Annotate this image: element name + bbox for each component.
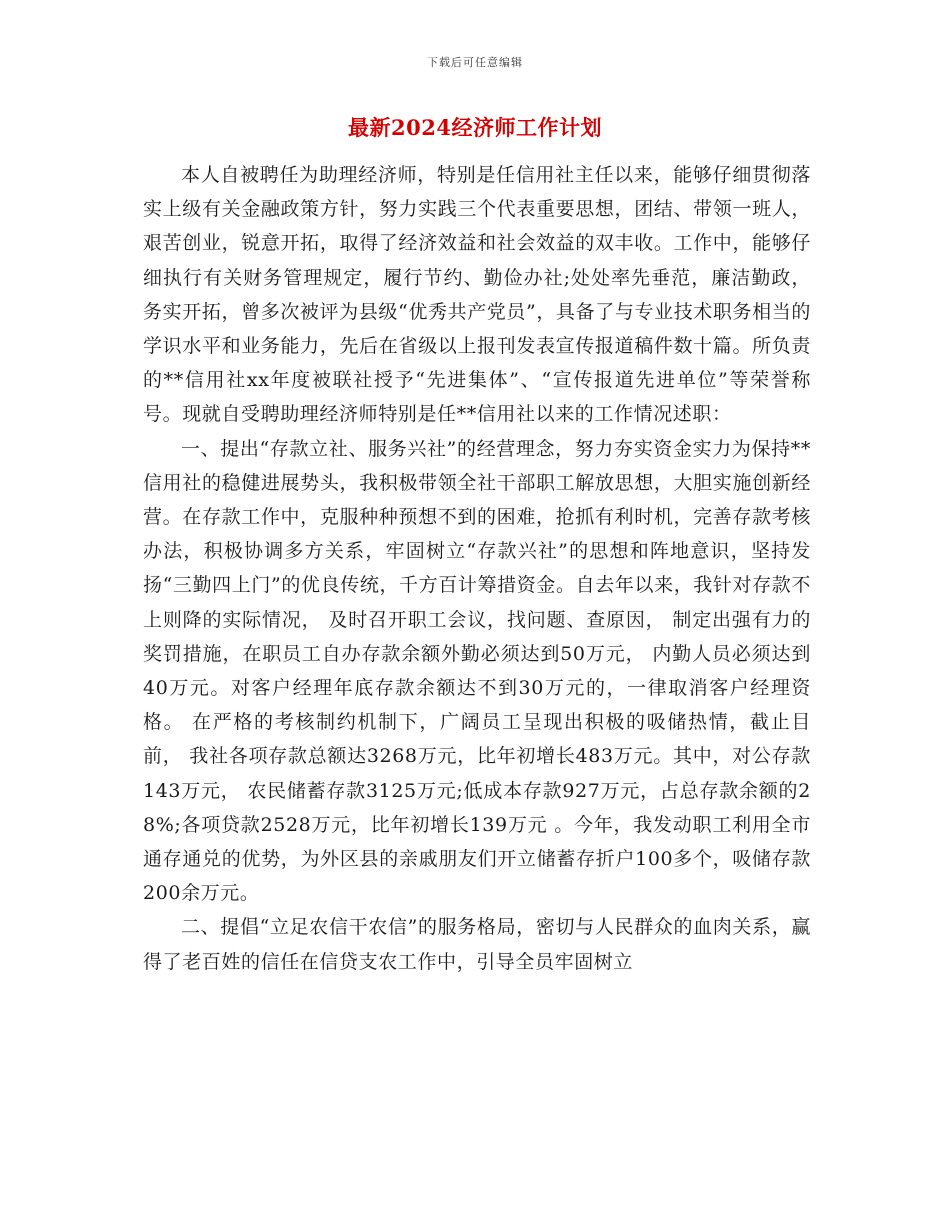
page-header-note: 下载后可任意编辑	[427, 56, 523, 69]
paragraph-section-1: 一、提出“存款立社、服务兴社”的经营理念，努力夯实资金实力为保持**信用社的稳健进展势头，我积极带领全社干部职工解放思想，大胆实施创新经营。在存款工作中，克服种种预想不到的困难，抢抓有利时机，完善存款考核办法，积极协调多方关系，牢固树立“存款兴社”的思想和阵地意识，坚持发扬“三勤四上门”的优良传统，千方百计筹措资金。自去年以来，我针对存款不上则降的实际情况， 及时召开职工会议，找问题、查原因， 制定出强有力的奖罚措施，在职员工自办存款余额外勤必须达到50万元， 内勤人员必须达到40万元。对客户经理年底存款余额达不到30万元的，一律取消客户经理资格。 在严格的考核制约机制下，广阔员工呈现出积极的吸储热情，截止目前， 我社各项存款总额达3268万元，比年初增长483万元。其中，对公存款143万元， 农民储蓄存款3125万元;低成本存款927万元，占总存款余额的28%;各项贷款2528万元，比年初增长139万元 。今年，我发动职工利用全市通存通兑的优势，为外区县的亲戚朋友们开立储蓄存折户100多个，吸储存款200余万元。	[143, 437, 811, 905]
document-body	[143, 158, 811, 979]
paragraph-section-2: 二、提倡“立足农信干农信”的服务格局，密切与人民群众的血肉关系，赢得了老百姓的信任在信贷支农工作中，引导全员牢固树立	[143, 916, 811, 973]
paragraph-intro: 本人自被聘任为助理经济师，特别是任信用社主任以来，能够仔细贯彻落实上级有关金融政策方针，努力实践三个代表重要思想，团结、带领一班人，艰苦创业，锐意开拓，取得了经济效益和社会效益的双丰收。工作中，能够仔细执行有关财务管理规定，履行节约、勤俭办社;处处率先垂范，廉洁勤政，务实开拓，曾多次被评为县级“优秀共产党员”，具备了与专业技术职务相当的学识水平和业务能力，先后在省级以上报刊发表宣传报道稿件数十篇。所负责的**信用社xx年度被联社授予“先进集体”、“宣传报道先进单位”等荣誉称号。现就自受聘助理经济师特别是任**信用社以来的工作情况述职：	[143, 164, 811, 426]
document-title: 最新2024经济师工作计划	[348, 115, 602, 140]
